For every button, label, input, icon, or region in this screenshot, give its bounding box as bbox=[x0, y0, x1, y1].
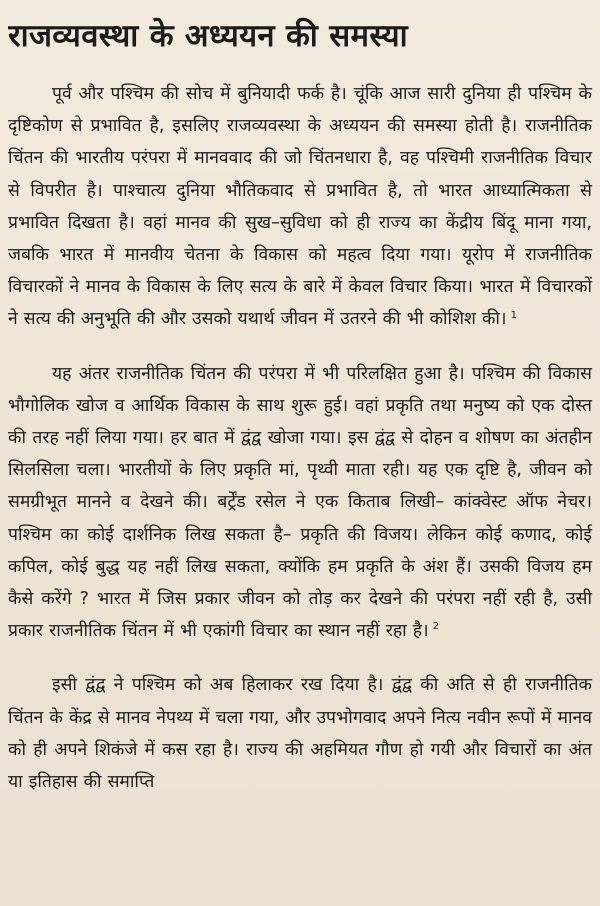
footnote-marker-1: 1 bbox=[510, 309, 517, 321]
paragraph-1 bbox=[8, 78, 592, 336]
paragraph-3 bbox=[8, 669, 592, 798]
paragraph-1-text: पूर्व और पश्चिम की सोच में बुनियादी फर्क है। चूंकि आज सारी दुनिया ही पश्चिम के दृष्टिकोण से प्रभावित है, इसलिए राजव्यवस्था के अध्ययन की समस्या होती है। राजनीतिक चिंतन की भारतीय परंपरा में मानववाद की जो चिंतनधारा है, वह पश्चिमी राजनीतिक विचार से विपरीत है। पाश्चात्य दुनिया भौतिकवाद से प्रभावित है, तो भारत आध्यात्मिकता से प्रभावित दिखता है। वहां मानव की सुख–सुविधा को ही राज्य का केंद्रीय बिंदू माना गया, जबकि भारत में मानवीय चेतना के विकास को महत्व दिया गया। यूरोप में राजनीतिक विचारकों ने मानव के विकास के लिए सत्य के बारे में केवल विचार किया। भारत में विचारकों ने सत्य की अनुभूति की और उसको यथार्थ जीवन में उतरने की भी कोशिश की। bbox=[8, 84, 592, 330]
paragraph-3-text: इसी द्वंद्व ने पश्चिम को अब हिलाकर रख दिया है। द्वंद्व की अति से ही राजनीतिक चिंतन के केंद्र से मानव नेपथ्य में चला गया, और उपभोगवाद अपने नित्य नवीन रूपों में मानव को ही अपने शिकंजे में कस रहा है। राज्य की अहमियत गौण हो गयी और विचारों का अंत या इतिहास की समाप्ति bbox=[8, 675, 592, 793]
footnote-marker-2: 2 bbox=[432, 621, 440, 633]
paragraph-2-text: यह अंतर राजनीतिक चिंतन की परंपरा में भी परिलक्षित हुआ है। पश्चिम की विकास भौगोलिक खोज व आर्थिक विकास के साथ शुरू हुई। वहां प्रकृति तथा मनुष्य को एक दोस्त की तरह नहीं लिया गया। हर बात में द्वंद्व खोजा गया। इस द्वंद्व से दोहन व शोषण का अंतहीन सिलसिला चला। भारतीयों के लिए प्रकृति मां, पृथ्वी माता रही। यह एक दृष्टि है, जीवन को समग्रीभूत मानने व देखने की। बर्ट्रेंड रसेल ने एक किताब लिखी– कांक्वेस्ट ऑफ नेचर। पश्चिम का कोई दार्शनिक लिख सकता है– प्रकृति की विजय। लेकिन कोई कणाद, कोई कपिल, कोई बुद्ध यह नहीं लिख सकता, क्योंकि हम प्रकृति के अंश हैं। उसकी विजय हम कैसे करेंगे ? भारत में जिस प्रकार जीवन को तोड़ कर देखने की परंपरा नहीं रही है, उसी प्रकार राजनीतिक चिंतन में भी एकांगी विचार का स्थान नहीं रहा है। bbox=[8, 363, 592, 642]
chapter-title: राजव्यवस्था के अध्ययन की समस्या bbox=[8, 18, 408, 54]
paragraph-2 bbox=[8, 358, 592, 648]
